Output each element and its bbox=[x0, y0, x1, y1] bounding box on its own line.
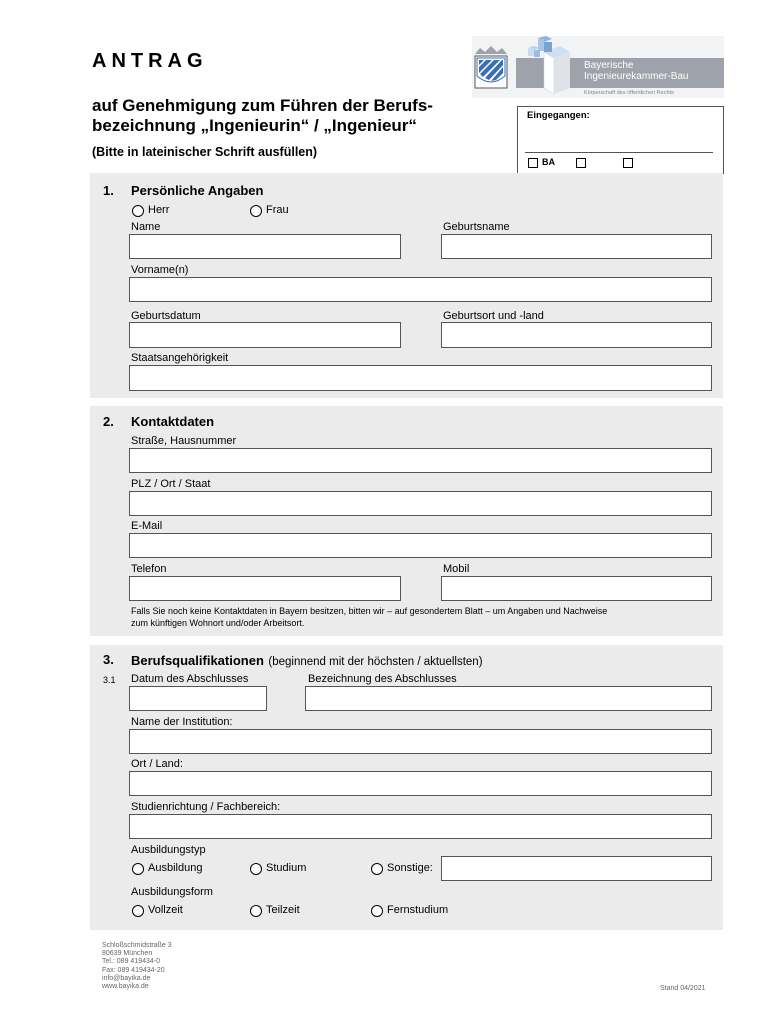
salutation-radio-herr[interactable] bbox=[132, 205, 144, 217]
footer-phone: Tel.: 089 419434-0 bbox=[102, 958, 160, 966]
fill-instruction: (Bitte in lateinischer Schrift ausfüllen) bbox=[92, 145, 318, 159]
form-title: ANTRAG bbox=[92, 50, 208, 72]
mobile-label: Mobil bbox=[443, 563, 470, 575]
chamber-logo bbox=[472, 36, 724, 98]
phone-field[interactable] bbox=[129, 576, 401, 601]
received-checkbox-ba-label: BA bbox=[542, 157, 555, 167]
degree-name-label: Bezeichnung des Abschlusses bbox=[308, 673, 457, 685]
received-checkbox-3[interactable] bbox=[623, 158, 633, 168]
section-3-title-extra: (beginnend mit der höchsten / aktuellsten) bbox=[268, 656, 483, 668]
birth-name-field[interactable] bbox=[441, 234, 712, 259]
zip-city-label: PLZ / Ort / Staat bbox=[131, 478, 211, 490]
contact-note-line-1: Falls Sie noch keine Kontaktdaten in Bayern besitzen, bitten wir – auf gesondertem Blatt – um Angaben und Nachweise bbox=[131, 606, 608, 616]
section-3-title: Berufsqualifikationen bbox=[131, 653, 264, 668]
section-2-title: Kontaktdaten bbox=[131, 414, 215, 429]
education-type-radio-studium[interactable] bbox=[250, 863, 262, 875]
mobile-field[interactable] bbox=[441, 576, 712, 601]
birth-name-label: Geburtsname bbox=[443, 221, 510, 233]
citizenship-field[interactable] bbox=[129, 365, 712, 391]
education-form-label-vollzeit: Vollzeit bbox=[148, 904, 183, 916]
degree-name-field[interactable] bbox=[305, 686, 712, 711]
received-signature-line bbox=[525, 152, 713, 153]
education-type-radio-ausbildung[interactable] bbox=[132, 863, 144, 875]
received-label: Eingegangen: bbox=[527, 110, 590, 121]
form-version: Stand 04/2021 bbox=[660, 985, 706, 992]
logo-org-name bbox=[584, 60, 689, 82]
birth-place-field[interactable] bbox=[441, 322, 712, 348]
education-form-label: Ausbildungsform bbox=[131, 886, 213, 898]
citizenship-label: Staatsangehörigkeit bbox=[131, 352, 229, 364]
logo-org-line-2: Ingenieurekammer-Bau bbox=[584, 71, 689, 82]
graduation-date-label: Datum des Abschlusses bbox=[131, 673, 249, 685]
education-type-label: Ausbildungstyp bbox=[131, 844, 206, 856]
education-type-label-sonstige: Sonstige: bbox=[387, 862, 433, 874]
education-type-label-studium: Studium bbox=[266, 862, 307, 874]
footer-website[interactable]: www.bayika.de bbox=[102, 983, 149, 991]
contact-note-line-2: zum künftigen Wohnort und/oder Arbeitsort. bbox=[131, 618, 305, 628]
location-field[interactable] bbox=[129, 771, 712, 796]
salutation-label-herr: Herr bbox=[148, 204, 170, 216]
subtitle-line-1: auf Genehmigung zum Führen der Berufs- bbox=[92, 96, 433, 115]
location-label: Ort / Land: bbox=[131, 758, 183, 770]
first-names-field[interactable] bbox=[129, 277, 712, 302]
footer-street: Schloßschmidstraße 3 bbox=[102, 942, 172, 949]
first-names-label: Vorname(n) bbox=[131, 264, 189, 276]
birth-date-field[interactable] bbox=[129, 322, 401, 348]
footer-email[interactable]: info@bayika.de bbox=[102, 974, 151, 982]
received-checkbox-ba[interactable] bbox=[528, 158, 538, 168]
logo-tagline: Körperschaft des öffentlichen Rechts bbox=[584, 90, 674, 96]
name-field[interactable] bbox=[129, 234, 401, 259]
institution-field[interactable] bbox=[129, 729, 712, 754]
education-type-label-ausbildung: Ausbildung bbox=[148, 862, 203, 874]
contact-note bbox=[131, 605, 721, 629]
field-of-study-label: Studienrichtung / Fachbereich: bbox=[131, 801, 281, 813]
education-type-radio-sonstige[interactable] bbox=[371, 863, 383, 875]
institution-label: Name der Institution: bbox=[131, 716, 233, 728]
email-field[interactable] bbox=[129, 533, 712, 558]
education-form-label-fernstudium: Fernstudium bbox=[387, 904, 449, 916]
street-field[interactable] bbox=[129, 448, 712, 473]
phone-label: Telefon bbox=[131, 563, 167, 575]
logo-org-line-1: Bayerische bbox=[584, 60, 634, 71]
section-3-heading bbox=[131, 652, 483, 670]
footer-fax: Fax: 089 419434-20 bbox=[102, 966, 165, 974]
subsection-3-1-number: 3.1 bbox=[103, 675, 116, 685]
name-label: Name bbox=[131, 221, 161, 233]
birth-place-label: Geburtsort und -land bbox=[443, 310, 544, 322]
email-label: E-Mail bbox=[131, 520, 163, 532]
education-form-radio-teilzeit[interactable] bbox=[250, 905, 262, 917]
zip-city-field[interactable] bbox=[129, 491, 712, 516]
field-of-study-field[interactable] bbox=[129, 814, 712, 839]
coat-of-arms-icon bbox=[475, 46, 507, 88]
salutation-radio-frau[interactable] bbox=[250, 205, 262, 217]
subtitle-line-2: bezeichnung „Ingenieurin“ / „Ingenieur“ bbox=[92, 116, 417, 135]
section-1-title: Persönliche Angaben bbox=[131, 183, 264, 198]
education-form-label-teilzeit: Teilzeit bbox=[266, 904, 300, 916]
section-1-number: 1. bbox=[103, 183, 114, 198]
footer-address bbox=[102, 942, 172, 991]
education-type-other-field[interactable] bbox=[441, 856, 712, 881]
graduation-date-field[interactable] bbox=[129, 686, 267, 711]
section-3-number: 3. bbox=[103, 652, 114, 667]
education-form-radio-vollzeit[interactable] bbox=[132, 905, 144, 917]
street-label: Straße, Hausnummer bbox=[131, 435, 237, 447]
birth-date-label: Geburtsdatum bbox=[131, 310, 201, 322]
education-form-radio-fernstudium[interactable] bbox=[371, 905, 383, 917]
form-subtitle bbox=[92, 96, 433, 136]
section-2-number: 2. bbox=[103, 414, 114, 429]
salutation-label-frau: Frau bbox=[266, 204, 289, 216]
received-checkbox-2[interactable] bbox=[576, 158, 586, 168]
footer-city: 80639 München bbox=[102, 950, 153, 958]
